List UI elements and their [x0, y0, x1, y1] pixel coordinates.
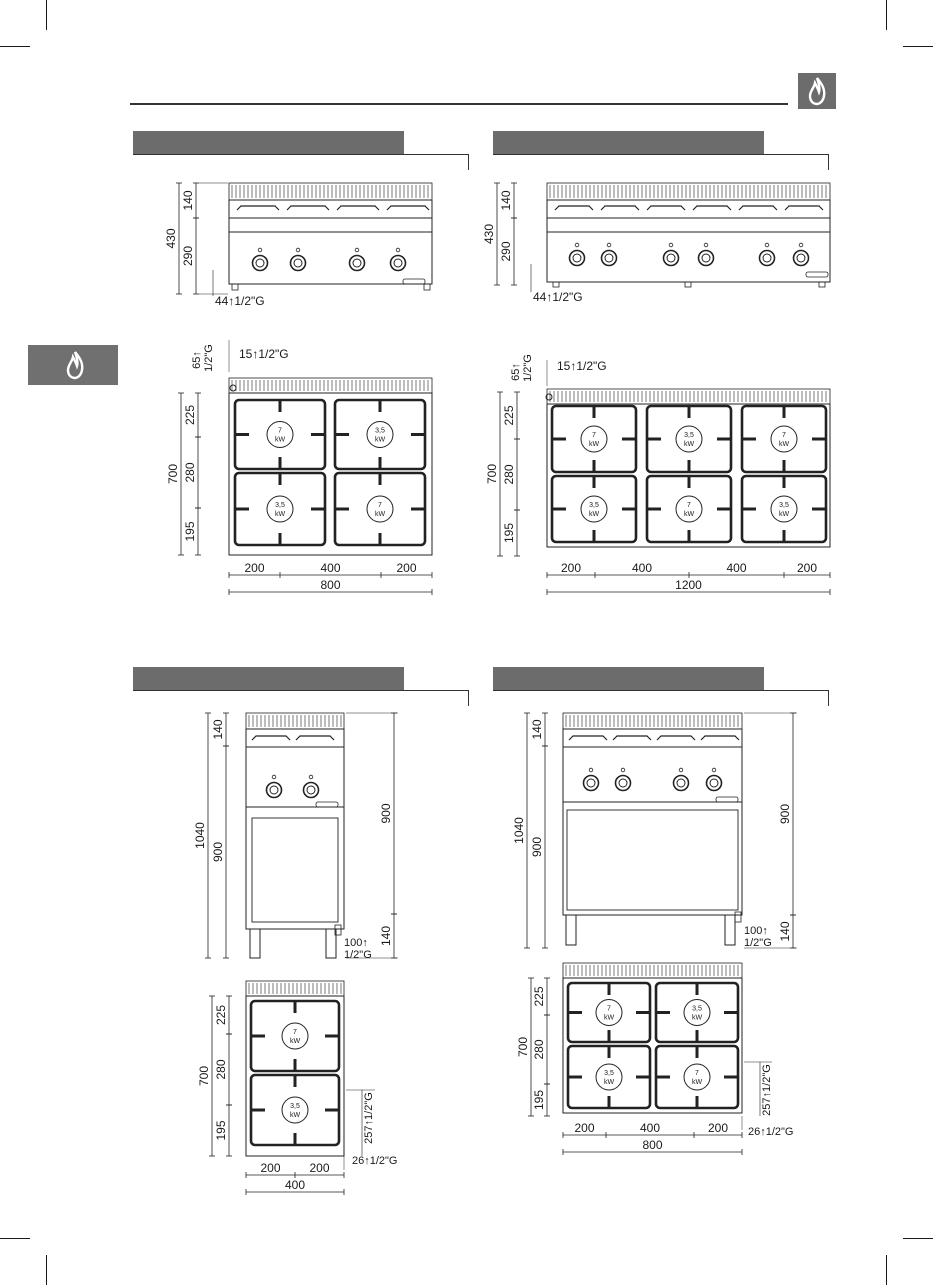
cabinet-body [246, 807, 344, 929]
dimension-label: 140 [211, 719, 225, 740]
burner-power-label: 7 [782, 432, 786, 439]
control-knob [584, 776, 599, 791]
pilot-indicator [621, 768, 625, 772]
burner-power-label: 3,5 [692, 1005, 702, 1013]
dimension-label: 1040 [512, 817, 526, 844]
burner-power-unit: kW [289, 1112, 301, 1119]
connection-size-label: 1/2"G [203, 344, 215, 372]
burner-circle [771, 496, 797, 522]
control-knob [602, 251, 617, 266]
burner-power-unit: kW [683, 441, 695, 448]
bottom-connection-label: 26↑1/2"G [352, 1155, 398, 1167]
burner-power-unit: kW [588, 441, 600, 448]
burner-power-unit: kW [691, 1014, 703, 1022]
pilot-indicator [272, 775, 276, 779]
burner-power-label: 7 [293, 1029, 297, 1036]
dimension-label: 200 [574, 1121, 595, 1135]
burner-circle [684, 1000, 710, 1026]
control-knob [616, 776, 631, 791]
burner-power-unit: kW [778, 511, 790, 518]
dimension-label: 700 [166, 463, 180, 485]
dimension-label: 400 [726, 561, 747, 575]
grate-profile [237, 206, 279, 210]
burner-power-label: 3,5 [604, 1070, 614, 1077]
burner-power-label: 3,5 [290, 1103, 300, 1110]
pilot-indicator [309, 775, 313, 779]
dimension-label: 200 [396, 561, 417, 575]
gas-inlet [230, 385, 236, 391]
burner-circle [367, 496, 393, 522]
burner-circle [676, 426, 702, 452]
hob-top [246, 729, 344, 747]
pilot-indicator [258, 248, 262, 252]
grate-profile [701, 736, 739, 740]
side-connection-label: 257↑1/2"G [761, 1064, 773, 1116]
dimension-label: 1040 [193, 822, 207, 849]
dimension-label: 400 [631, 561, 653, 575]
badge-plate [716, 797, 738, 802]
burner-circle [267, 496, 293, 522]
foot [232, 284, 238, 290]
control-knob [304, 783, 319, 798]
pilot-indicator [799, 243, 803, 247]
burner-circle [282, 1097, 308, 1123]
control-knob [291, 256, 306, 271]
pilot-indicator [296, 248, 300, 252]
dimension-label: 200 [707, 1121, 729, 1135]
control-knob [267, 783, 282, 798]
dimension-label: 140 [379, 925, 393, 947]
dimension-label: 700 [516, 1036, 530, 1058]
gas-connection-label: 100↑ [744, 925, 768, 937]
offset-label: 65↑ [191, 351, 203, 369]
grate-profile [785, 206, 823, 210]
dimension-label: 225 [183, 404, 197, 426]
connection-size-label: 1/2"G [522, 354, 534, 382]
leg [250, 929, 260, 958]
dimension-label: 900 [211, 841, 225, 863]
burner-power-unit: kW [374, 511, 386, 518]
dimension-label: 280 [183, 462, 197, 483]
dimension-label: 225 [502, 405, 516, 426]
control-knob [391, 256, 406, 271]
burner-power-label: 7 [278, 427, 282, 435]
pilot-indicator [396, 248, 400, 252]
dimension-label: 195 [532, 1089, 546, 1111]
dimension-label: 280 [502, 464, 516, 485]
grate-strip [547, 183, 830, 200]
dimension-label: 800 [320, 578, 341, 592]
control-knob [664, 251, 679, 266]
burner-circle [676, 496, 702, 522]
dimension-label: 280 [532, 1039, 546, 1060]
pilot-indicator [712, 768, 716, 772]
burner-power-label: 3,5 [589, 502, 599, 509]
pilot-indicator [607, 243, 611, 247]
dimension-label: 280 [214, 1059, 228, 1080]
burner-power-unit: kW [588, 511, 600, 518]
pilot-indicator [704, 243, 708, 247]
dimension-label: 1200 [675, 578, 702, 592]
burner-power-label: 3,5 [684, 432, 694, 439]
burner-power-unit: kW [289, 1038, 301, 1045]
burner-circle [581, 496, 607, 522]
connection-size-label: 1/2"G [744, 937, 772, 949]
dimension-label: 140 [778, 921, 792, 942]
control-panel [563, 747, 742, 802]
burner-circle [367, 422, 393, 448]
dimension-label: 225 [214, 1004, 228, 1026]
control-panel [547, 232, 830, 282]
grate-profile [337, 206, 379, 210]
cabinet-door [567, 810, 738, 910]
dimension-label: 225 [532, 986, 546, 1007]
dimension-label: 140 [181, 190, 195, 211]
grate-profile [287, 206, 329, 210]
front-rail [229, 218, 432, 232]
grate-profile [569, 736, 607, 740]
dimension-label: 900 [379, 803, 393, 824]
pilot-indicator [355, 248, 359, 252]
burner-circle [596, 1000, 622, 1026]
burner-power-unit: kW [374, 436, 386, 444]
burner-power-unit: kW [691, 1079, 703, 1086]
burner-power-label: 7 [378, 502, 382, 509]
control-knob [350, 256, 365, 271]
front-rail [547, 218, 830, 232]
dimension-label: 900 [778, 803, 792, 825]
side-connection-label: 15↑1/2"G [557, 359, 607, 373]
grate-profile [387, 206, 429, 210]
side-connection-label: 15↑1/2"G [239, 347, 289, 361]
dimension-label: 430 [164, 228, 178, 249]
control-knob [760, 251, 775, 266]
foot [424, 284, 430, 290]
control-panel [246, 747, 344, 807]
control-knob [253, 256, 268, 271]
burner-power-unit: kW [603, 1079, 615, 1086]
connection-size-label: 1/2"G [344, 949, 372, 961]
burner-circle [282, 1023, 308, 1049]
foot [685, 282, 691, 287]
grate-profile [613, 736, 651, 740]
pilot-indicator [669, 243, 673, 247]
offset-label: 65↑ [510, 363, 522, 381]
pilot-indicator [679, 768, 683, 772]
badge-plate [403, 279, 425, 284]
grate-profile [252, 736, 334, 740]
dimension-label: 140 [499, 190, 513, 211]
grate-profile [657, 736, 695, 740]
grate-strip [229, 378, 432, 393]
grate-profile [647, 206, 685, 210]
grate-profile [739, 206, 777, 210]
dimension-label: 700 [485, 463, 499, 485]
side-connection-label: 257↑1/2"G [363, 1092, 375, 1144]
hob-top [547, 200, 830, 218]
gas-connection [735, 912, 741, 922]
dimension-label: 200 [260, 1161, 281, 1175]
burner-power-unit: kW [274, 511, 286, 518]
dimension-label: 140 [530, 719, 544, 740]
burner-power-label: 7 [592, 432, 596, 439]
burner-power-label: 7 [607, 1005, 611, 1013]
gas-connection-label: 100↑ [344, 937, 368, 949]
dimension-label: 400 [284, 1178, 306, 1192]
dimension-label: 400 [320, 561, 341, 575]
pilot-indicator [575, 243, 579, 247]
control-knob [674, 776, 689, 791]
burner-circle [596, 1064, 622, 1090]
burner-power-unit: kW [274, 436, 286, 444]
dimension-label: 200 [796, 561, 818, 575]
bottom-connection-label: 26↑1/2"G [748, 1126, 794, 1138]
leg [725, 915, 735, 945]
dimension-label: 800 [642, 1138, 663, 1152]
dimension-label: 200 [244, 561, 265, 575]
control-knob [570, 251, 585, 266]
pilot-indicator [589, 768, 593, 772]
control-knob [699, 251, 714, 266]
cabinet-door [252, 818, 338, 922]
burner-circle [684, 1064, 710, 1090]
foot [819, 282, 825, 287]
foot [553, 282, 559, 287]
burner-power-unit: kW [778, 441, 790, 448]
gas-connection-label: 44↑1/2"G [215, 294, 265, 308]
grate-strip [229, 183, 432, 200]
hob-top [229, 200, 432, 218]
dimension-label: 195 [502, 522, 516, 544]
grate-strip [547, 389, 830, 404]
burner-power-label: 7 [687, 502, 691, 509]
pilot-indicator [765, 243, 769, 247]
leg [326, 929, 336, 958]
dimension-label: 290 [499, 241, 513, 262]
grate-profile [555, 206, 593, 210]
leg [566, 915, 576, 945]
burner-power-unit: kW [603, 1014, 615, 1022]
burner-circle [581, 426, 607, 452]
dimension-label: 290 [181, 245, 195, 267]
hob-top [563, 729, 742, 747]
burner-power-label: 3,5 [375, 427, 385, 435]
dimension-label: 400 [639, 1121, 661, 1135]
badge-plate [806, 272, 828, 277]
dimension-label: 200 [560, 561, 582, 575]
badge-plate [316, 802, 338, 807]
burner-circle [267, 422, 293, 448]
burner-power-unit: kW [683, 511, 695, 518]
dimension-label: 195 [183, 521, 197, 542]
burner-circle [771, 426, 797, 452]
dimension-label: 430 [482, 223, 496, 245]
gas-connection-label: 44↑1/2"G [533, 290, 583, 304]
dimension-label: 700 [197, 1065, 211, 1087]
cabinet-body [563, 802, 742, 915]
control-knob [794, 251, 809, 266]
burner-power-label: 3,5 [779, 502, 789, 509]
dimension-label: 200 [309, 1161, 330, 1175]
grate-profile [601, 206, 639, 210]
burner-power-label: 7 [695, 1070, 699, 1077]
burner-power-label: 3,5 [275, 502, 285, 509]
dimension-label: 195 [214, 1120, 228, 1141]
dimension-label: 900 [530, 836, 544, 858]
control-knob [707, 776, 722, 791]
grate-profile [693, 206, 731, 210]
